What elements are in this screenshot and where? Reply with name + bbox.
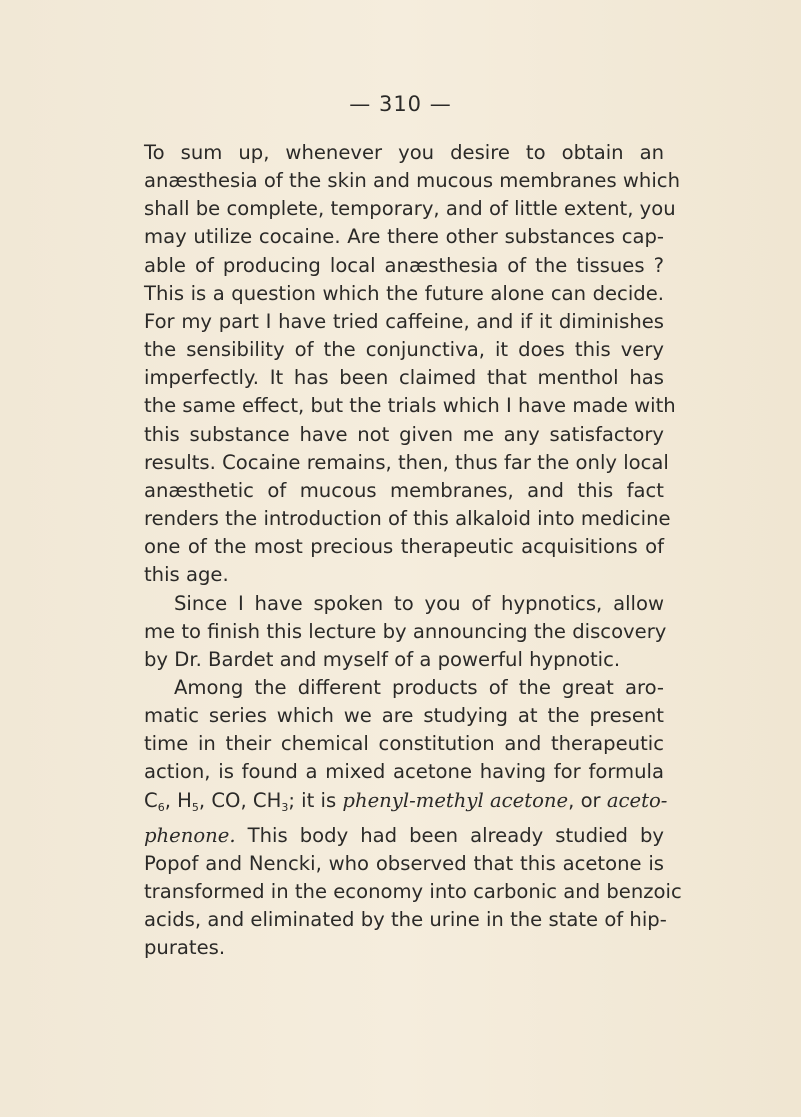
text-line: may utilize cocaine. Are there other substances cap- <box>144 225 664 249</box>
text-line <box>144 822 664 850</box>
text-line: acids, and eliminated by the urine in the state of hip- <box>144 908 667 932</box>
text-line: this substance have not given me any satisfactory <box>144 422 664 446</box>
formula-rest: , CO, CH <box>198 788 282 812</box>
body-text <box>144 139 682 963</box>
formula-text: ; it is <box>288 788 343 812</box>
text-line: purates. <box>144 936 226 960</box>
text-line-rest: This body had been already studied by <box>235 823 664 847</box>
formula-separator: , <box>164 788 178 812</box>
text-line: by Dr. Bardet and myself of a powerful hypnotic. <box>144 647 621 671</box>
text-line: this age. <box>144 563 229 587</box>
text-line: able of producing local anæsthesia of the tissues ? <box>144 253 664 277</box>
text-line: one of the most precious therapeutic acquisitions of <box>144 535 664 559</box>
compound-name-italic-end: phenone. <box>144 823 236 847</box>
text-line: anæsthesia of the skin and mucous membranes which <box>144 169 680 193</box>
page-number: — 310 — <box>349 92 452 116</box>
formula-methyl-subscript: 3 <box>281 800 289 814</box>
text-line: me to finish this lecture by announcing the discovery <box>144 619 667 643</box>
text-line: anæsthetic of mucous membranes, and this fact <box>144 478 664 502</box>
text-line: Popof and Nencki, who observed that this acetone is <box>144 851 664 875</box>
text-line: renders the introduction of this alkaloid into medicine <box>144 507 671 531</box>
compound-name-italic: phenyl-methyl acetone <box>342 788 569 812</box>
text-line: results. Cocaine remains, then, thus far the only local <box>144 450 669 474</box>
text-line: This is a question which the future alone can decide. <box>144 281 664 305</box>
text-line: matic series which we are studying at the present <box>144 704 664 728</box>
formula-hydrogen-subscript: 5 <box>191 800 199 814</box>
compound-name-italic-start: aceto- <box>606 788 668 812</box>
text-line: Among the different products of the great aro- <box>174 675 664 699</box>
text-line: time in their chemical constitution and therapeutic <box>144 732 664 756</box>
text-line: To sum up, whenever you desire to obtain an <box>144 141 664 164</box>
text-line: shall be complete, temporary, and of little extent, you <box>144 197 676 221</box>
text-line: imperfectly. It has been claimed that menthol has <box>144 366 664 390</box>
formula-hydrogen: H <box>177 788 192 812</box>
text-line: transformed in the economy into carbonic and benzoic <box>144 880 682 904</box>
formula-carbon: C <box>144 788 158 812</box>
formula-conjunction: , or <box>568 788 607 812</box>
text-line: action, is found a mixed acetone having for formula <box>144 760 664 784</box>
text-line: the sensibility of the conjunctiva, it does this very <box>144 338 664 362</box>
text-line: Since I have spoken to you of hypnotics, allow <box>174 591 664 615</box>
formula-line <box>144 787 668 822</box>
formula-carbon-subscript: 6 <box>157 800 165 814</box>
text-line: the same effect, but the trials which I have made with <box>144 394 676 418</box>
text-line: For my part I have tried caffeine, and if it diminishes <box>144 309 664 333</box>
